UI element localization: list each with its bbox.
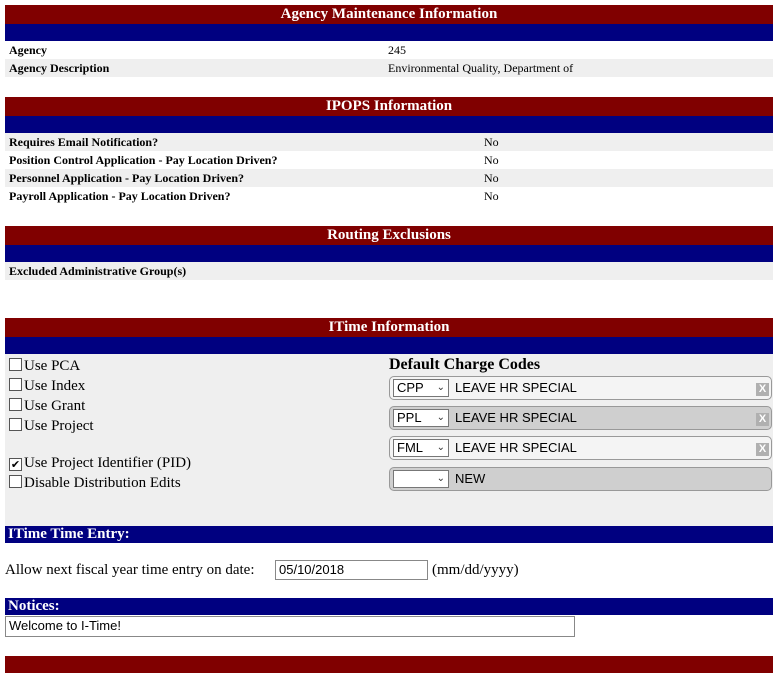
disable-distribution-checkbox-row[interactable] xyxy=(9,473,181,493)
charge-code-select[interactable] xyxy=(393,439,449,457)
itime-section xyxy=(5,318,773,354)
new-charge-code-row xyxy=(389,467,772,491)
footer-bar xyxy=(5,656,773,673)
charge-code-select[interactable] xyxy=(393,379,449,397)
routing-section-subbar xyxy=(5,245,773,262)
ipops-row xyxy=(5,151,773,169)
personnel-application-label: Personnel Application - Pay Location Driven? xyxy=(9,171,244,185)
use-pid-checkbox[interactable] xyxy=(9,458,22,471)
ipops-section xyxy=(5,97,773,205)
payroll-application-value: No xyxy=(484,189,499,203)
use-project-checkbox-row[interactable] xyxy=(9,416,94,436)
agency-section-title: Agency Maintenance Information xyxy=(5,5,773,24)
remove-charge-code-button[interactable]: X xyxy=(756,443,769,456)
use-pid-label: Use Project Identifier (PID) xyxy=(24,455,192,471)
excluded-groups-label: Excluded Administrative Group(s) xyxy=(9,264,187,278)
notices-title: Notices: xyxy=(5,598,773,615)
position-control-value: No xyxy=(484,153,499,167)
remove-charge-code-button[interactable]: X xyxy=(756,413,769,426)
email-notification-label: Requires Email Notification? xyxy=(9,135,159,149)
charge-code-description: LEAVE HR SPECIAL xyxy=(455,440,577,455)
chevron-down-icon: ⌄ xyxy=(436,382,445,393)
agency-label: Agency xyxy=(9,43,47,57)
charge-code-select[interactable] xyxy=(393,409,449,427)
notices-input[interactable]: Welcome to I-Time! xyxy=(5,616,575,637)
chevron-down-icon: ⌄ xyxy=(436,442,445,453)
ipops-section-title: IPOPS Information xyxy=(5,97,773,116)
charge-code-description: LEAVE HR SPECIAL xyxy=(455,410,577,425)
date-format-hint: (mm/dd/yyyy) xyxy=(432,562,519,578)
charge-code-value: PPL xyxy=(397,410,422,425)
email-notification-value: No xyxy=(484,135,499,149)
ipops-row xyxy=(5,169,773,187)
use-grant-checkbox[interactable] xyxy=(9,398,22,411)
use-index-label: Use Index xyxy=(24,378,86,394)
ipops-row xyxy=(5,133,773,151)
new-charge-code-label: NEW xyxy=(455,471,486,486)
charge-code-value: FML xyxy=(397,440,423,455)
itime-section-title: ITime Information xyxy=(5,318,773,337)
personnel-application-value: No xyxy=(484,171,499,185)
time-entry-label: Allow next fiscal year time entry on date: xyxy=(5,562,255,578)
disable-distribution-label: Disable Distribution Edits xyxy=(24,475,181,491)
position-control-label: Position Control Application - Pay Location Driven? xyxy=(9,153,278,167)
agency-row xyxy=(5,41,773,59)
chevron-down-icon: ⌄ xyxy=(436,473,445,484)
chevron-down-icon: ⌄ xyxy=(436,412,445,423)
itime-panel xyxy=(5,354,773,526)
use-pca-label: Use PCA xyxy=(24,358,81,374)
default-charge-codes-title: Default Charge Codes xyxy=(389,356,541,373)
checkmark-icon: ✔ xyxy=(10,458,21,471)
new-charge-code-select[interactable] xyxy=(393,470,449,488)
routing-section-title: Routing Exclusions xyxy=(5,226,773,245)
charge-code-value: CPP xyxy=(397,380,424,395)
charge-code-row xyxy=(389,376,772,400)
use-project-label: Use Project xyxy=(24,418,94,434)
agency-description-label: Agency Description xyxy=(9,61,110,75)
excluded-groups-row xyxy=(5,262,773,280)
use-pid-checkbox-row[interactable] xyxy=(9,453,191,473)
charge-code-row xyxy=(389,436,772,460)
disable-distribution-checkbox[interactable] xyxy=(9,475,22,488)
use-index-checkbox[interactable] xyxy=(9,378,22,391)
charge-code-description: LEAVE HR SPECIAL xyxy=(455,380,577,395)
agency-value: 245 xyxy=(388,43,406,57)
use-pca-checkbox[interactable] xyxy=(9,358,22,371)
use-grant-label: Use Grant xyxy=(24,398,86,414)
charge-code-row xyxy=(389,406,772,430)
use-pca-checkbox-row[interactable] xyxy=(9,356,80,376)
remove-charge-code-button[interactable]: X xyxy=(756,383,769,396)
fiscal-year-date-input[interactable]: 05/10/2018 xyxy=(275,560,428,580)
payroll-application-label: Payroll Application - Pay Location Driven? xyxy=(9,189,231,203)
time-entry-title: ITime Time Entry: xyxy=(5,526,773,543)
ipops-section-subbar xyxy=(5,116,773,133)
routing-section xyxy=(5,226,773,280)
agency-section xyxy=(5,5,773,77)
use-project-checkbox[interactable] xyxy=(9,418,22,431)
agency-section-subbar xyxy=(5,24,773,41)
agency-description-row xyxy=(5,59,773,77)
agency-description-value: Environmental Quality, Department of xyxy=(388,61,574,75)
ipops-row xyxy=(5,187,773,205)
itime-section-subbar xyxy=(5,337,773,354)
use-grant-checkbox-row[interactable] xyxy=(9,396,85,416)
use-index-checkbox-row[interactable] xyxy=(9,376,85,396)
